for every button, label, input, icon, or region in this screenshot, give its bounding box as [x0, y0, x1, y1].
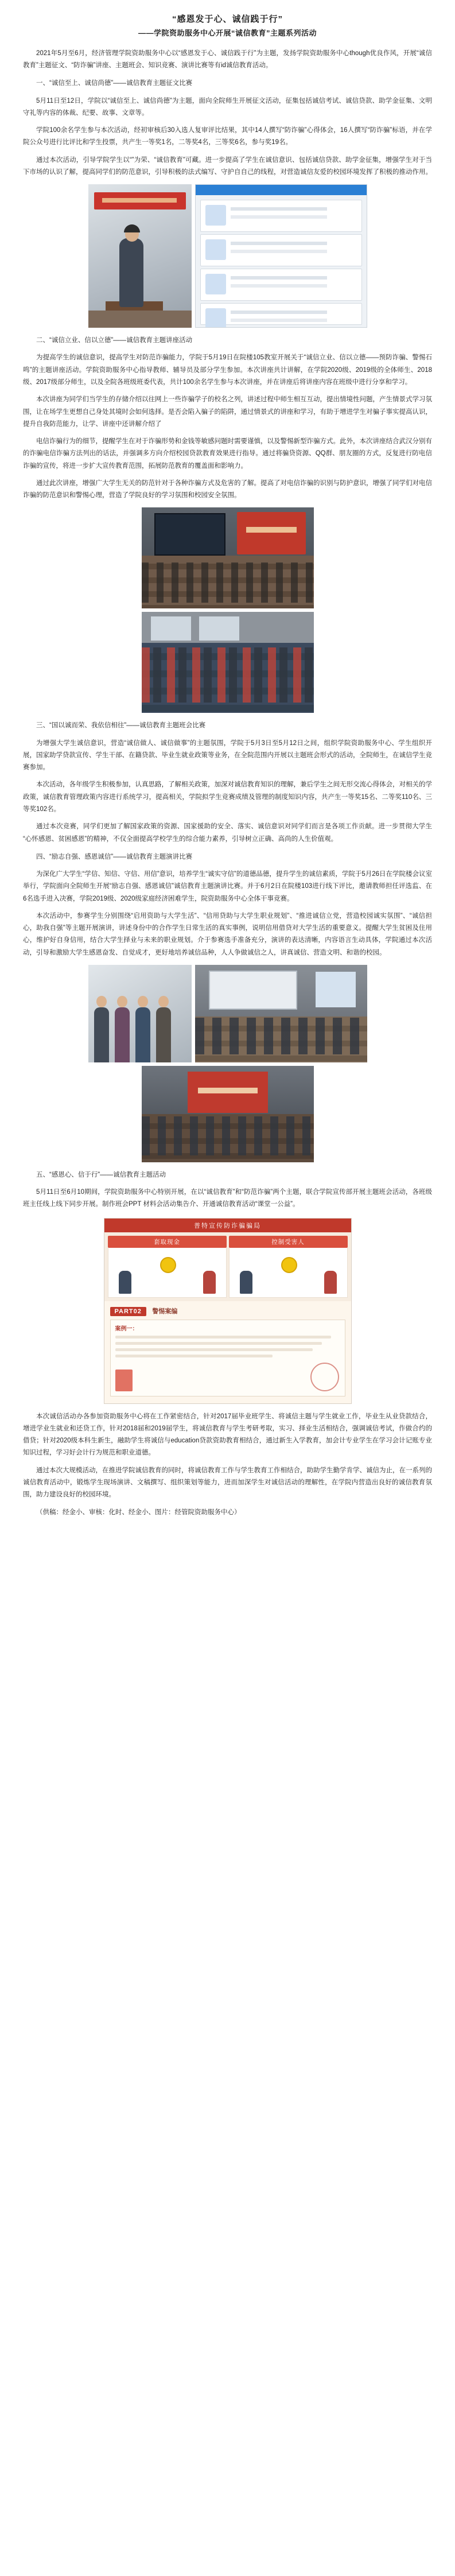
poster-column-1-illustration — [108, 1248, 227, 1298]
poster-case-badge-icon — [115, 1370, 133, 1391]
poster-case-stamp-icon — [310, 1363, 339, 1391]
photo-audience-seated — [142, 612, 314, 713]
section-heading-1: 一、“诚信至上、诚信尚德”——诚信教育主题征文比赛 — [36, 80, 193, 87]
poster-banner-text: 普特宣传防诈骗骗局 — [104, 1219, 351, 1232]
poster-column-1-title: 套取现金 — [108, 1236, 227, 1248]
closing-paragraph-2: 通过本次大规模活动，在推进学院诚信教育的同时，将诚信教育工作与学生教育工作相结合，助助学生勤学肯学、诚信为止，在一系列的诚信教育活动中，锻炼学生现场演讲、文稿撰写、组织策划等能力，进而加深学生对诚信活动的理解性，在学院内营造出良好的诚信教育氛围，助力建设良好的校园环境。 — [23, 1467, 432, 1499]
section-1-paragraph-2: 学院100余名学生参与本次活动，经初审核后30入选人复审评比结果，其中14人撰写“防诈骗”心得体会，16人撰写“防诈骗”标语，并在学院公众号进行比评比和学生投票，共产生一等奖1名，二等奖4名，三等奖6名，参与奖19名。 — [23, 127, 432, 146]
poster-part-title: 警惕案编 — [152, 1308, 178, 1315]
photo-platform-screenshot — [195, 184, 367, 328]
photo-classroom-discussion — [195, 965, 367, 1062]
poster-case-title: 案例一： — [115, 1325, 138, 1332]
poster-part-section — [104, 1301, 351, 1403]
section-4-paragraph-1: 为深化广大学生“学信、知信、守信、用信”意识，培养学生“诚实守信”的道德品德，提升学生的诚信素质，学院于5月26日在学院楼会议室举行，学院面向全院师生开展“励志自强、感恩诚信”诚信教育主题演讲比赛。并于6月2日在院楼103进行线下评比，邀请教师担任评选监、在6名选手进入决赛，学院2019级、2020级家庭经济困难学生，院资助服务中心全体干事竞赛。 — [23, 871, 432, 902]
poster-column-2-illustration — [229, 1248, 348, 1298]
photo-group-3 — [23, 965, 432, 1162]
section-heading-2: 二、“诚信立业、信以立德”——诚信教育主题讲座活动 — [36, 337, 193, 344]
section-4-paragraph-2: 本次活动中，参赛学生分别围绕“启用资助与大学生活”、“信用贷助与大学生职业规划”、“推进诚信立党，营造校园诚实氛围”、“诚信担心，助我自强”等主题开展演讲，讲述身份中的合作学生日常生活的真实事例，说明信用借贷对大学生活的重要意义。提醒大学生贫困及住用心，维护好自身信用，结合大学生择业与未来的职业规划。介于参赛选手准备充分，演讲的表达清晰，内容语言生动具体，学院通过本次活动，引导和激励大学生感恩奋发、自觉成才，更好地培养诚信品种，人人争做诚信之人，讲真诚信、营造文明、和谐的校园。 — [23, 912, 432, 956]
photo-group-1 — [23, 184, 432, 328]
section-2-paragraph-4: 通过此次讲座，增强广大学生无关的防范针对于各种诈骗方式及危害的了解。提高了对电信诈骗的识别与防护意识，增强了同学们对电信诈骗的防范意识和警惕心理，营造了学院良好的学习氛围和校园安全氛围。 — [23, 479, 432, 499]
poster-column-1 — [108, 1236, 227, 1298]
section-2-paragraph-2: 本次讲座为同学们当学生的存储介绍以往网上一些诈骗学子的校名之列，讲述过程中师生相互互动，提出情境性问题，产生情景式学习氛围，让在场学生更想自己身处其境时会如何选择。是否会陷入骗子的陷阱，通过情景式的讲座和学习，有助于增进学生对骗子事实提高认识，提升自我防范能力，让学、讲座中还讲解介绍了 — [23, 396, 432, 428]
anti-fraud-poster — [104, 1218, 352, 1404]
section-heading-5: 五、“感恩心、信于行”——诚信教育主题活动 — [36, 1171, 166, 1178]
section-2-paragraph-1: 为提高学生的诚信意识，提高学生对防范诈骗能力，学院于5月19日在院楼105教室开展关于“诚信立业、信以立德——预防诈骗、警惕石鸣”的主题讲座活动。学院资助服务中心指导教师、辅导员及部分学生参加。本次讲座共计讲解，在学院2020级、2019级的全体师生、2018级、2017级部分师生，以及全院各班级班委代表，共计100余名学生参与本次讲座，并在讲座后将讲座内容在班级中进行分享和学习。 — [23, 354, 432, 386]
photo-student-group — [88, 965, 192, 1062]
section-3-paragraph-2: 本次活动，各年级学生积极参加，认真思路，了解相关政策，加深对诚信教育知识的理解，兼后学生之间无形交流心得体会，对相关的学政策，诚信教育管理政策内容进行系统学习，提高相关，学院拟学生竞赛成绩及管理的制度知识内容，共产生一等奖15名、二等奖110名、三等奖102名。 — [23, 781, 432, 813]
poster-part-label: PART02 — [110, 1307, 146, 1316]
section-1-paragraph-1: 5月11日至12日，学院以“诚信至上、诚信尚德”为主题，面向全院师生开展征文活动，征集包括诚信考试、诚信贷款、助学金征集、文明守礼等内容的体裁、纪要、故事、文章等。 — [23, 97, 432, 117]
page-subtitle: ——学院资助服务中心开展“诚信教育”主题系列活动 — [138, 29, 317, 37]
photo-speaker-podium — [88, 184, 192, 328]
poster-columns — [104, 1232, 351, 1301]
section-5-paragraph-1: 5月11日至6月10期间，学院资助服务中心特别开展，在以“诚信教育”和“防范诈骗”两个主题，联合学院宣传部开展主题班会活动，各班级班主任线上线下同步开展。制作班会PPT 材料会活动集告介、开通诚信教育活动“课堂一公益”。 — [23, 1189, 432, 1208]
section-1-paragraph-3: 通过本次活动，引导学院学生以“”为荣、“诚信教育”可藏。进一步提高了学生在诚信意识、包括诚信贷款、助学金征集，增强学生对于当下市场的认识了解，提高同学们的防范意识，引导积极的法式编写、守护自自己的线程，对营造诚信友爱的校园环境发挥了积极的推动作用。 — [23, 156, 432, 176]
photo-group-2 — [23, 507, 432, 713]
closing-credit: （供稿：经金小、审核：化时、经金小、图片：经管院资助服务中心） — [36, 1508, 241, 1516]
section-3-paragraph-1: 为增强大学生诚信意识，营造“诚信做人、诚信做事”的主题氛围，学院于5月3日至5月12日之间，组织学院资助服务中心、学生组织开展，国家助学贷款宣传、学生干部、在籍贷款、毕业生就业政策等业务，在全院范围内开展以主题班会形式的活动，全院师生，在诚信学生竞赛参加。 — [23, 739, 432, 771]
poster-case-box — [110, 1320, 345, 1396]
poster-column-2-title: 控制受害人 — [229, 1236, 348, 1248]
section-heading-4: 四、“励志自强、感恩诚信”——诚信教育主题演讲比赛 — [36, 853, 193, 860]
closing-paragraph-1: 本次诚信活动办各参加资助服务中心将在工作紧密结合，针对2017届毕业班学生、将诚信主题与学生就业工作，毕业生从业贷款结合，增进学业生就业和还贷工作，针对2018届和2019届学生，将诚信教育与学生考研考取，实习、择业生活相结合，强调诚信考试，作做合约的借贷；针对2020级本科生新生，融助学生将诚信与education贷款资助教育相结合，通过新生入学教育，加会计专业学生在学习会计记账专业知识过程，学习好会计行为规范和职业道德。 — [23, 1413, 432, 1457]
photo-lecture-red-screen — [142, 1066, 314, 1162]
section-2-paragraph-3: 电信诈骗行为的细节，提醒学生在对于诈骗形势和金钱等敏感问题时需要谨慎，以及警惕新型诈骗方式。此外，本次讲座结合武汉分别有的诈骗电信诈骗方法列出的话法，并强调多方向介绍校园贷款教育效果进行指导。通过将骗贷资源、QQ群、朋友圈的方式，反复进行防电信诈骗的宣传，将进一步扩大宣传教育范围，拓展防范教育的覆盖面和影响力。 — [23, 438, 432, 470]
section-heading-3: 三、“国以诚而荣、我依信相往”——诚信教育主题班会比赛 — [36, 722, 206, 730]
intro-paragraph: 2021年5月至6月，经济管理学院资助服务中心以“感恩发于心、诚信践于行”为主题，发扬学院资助服务中心though优良作风，开展“诚信教育”主题征文、“防诈骗”讲座、主题班会、知识竞赛、演讲比赛等有id诚信教育活动。 — [23, 49, 432, 69]
section-3-paragraph-3: 通过本次竞赛，同学们更加了解国家政策的资源、国家援助的安全、落实、诚信意识对同学们而言是各项工作贡献。进一步贯彻大学生“心怀感恩、贫困感恩”的精神，不仅全面提高学校学生的综合能力素养，引导树立正确、高尚的人生价值观。 — [23, 823, 432, 843]
poster-column-2 — [229, 1236, 348, 1298]
photo-lecture-red-banner — [142, 507, 314, 608]
page-title: “感恩发于心、诚信践于行” — [172, 14, 283, 24]
